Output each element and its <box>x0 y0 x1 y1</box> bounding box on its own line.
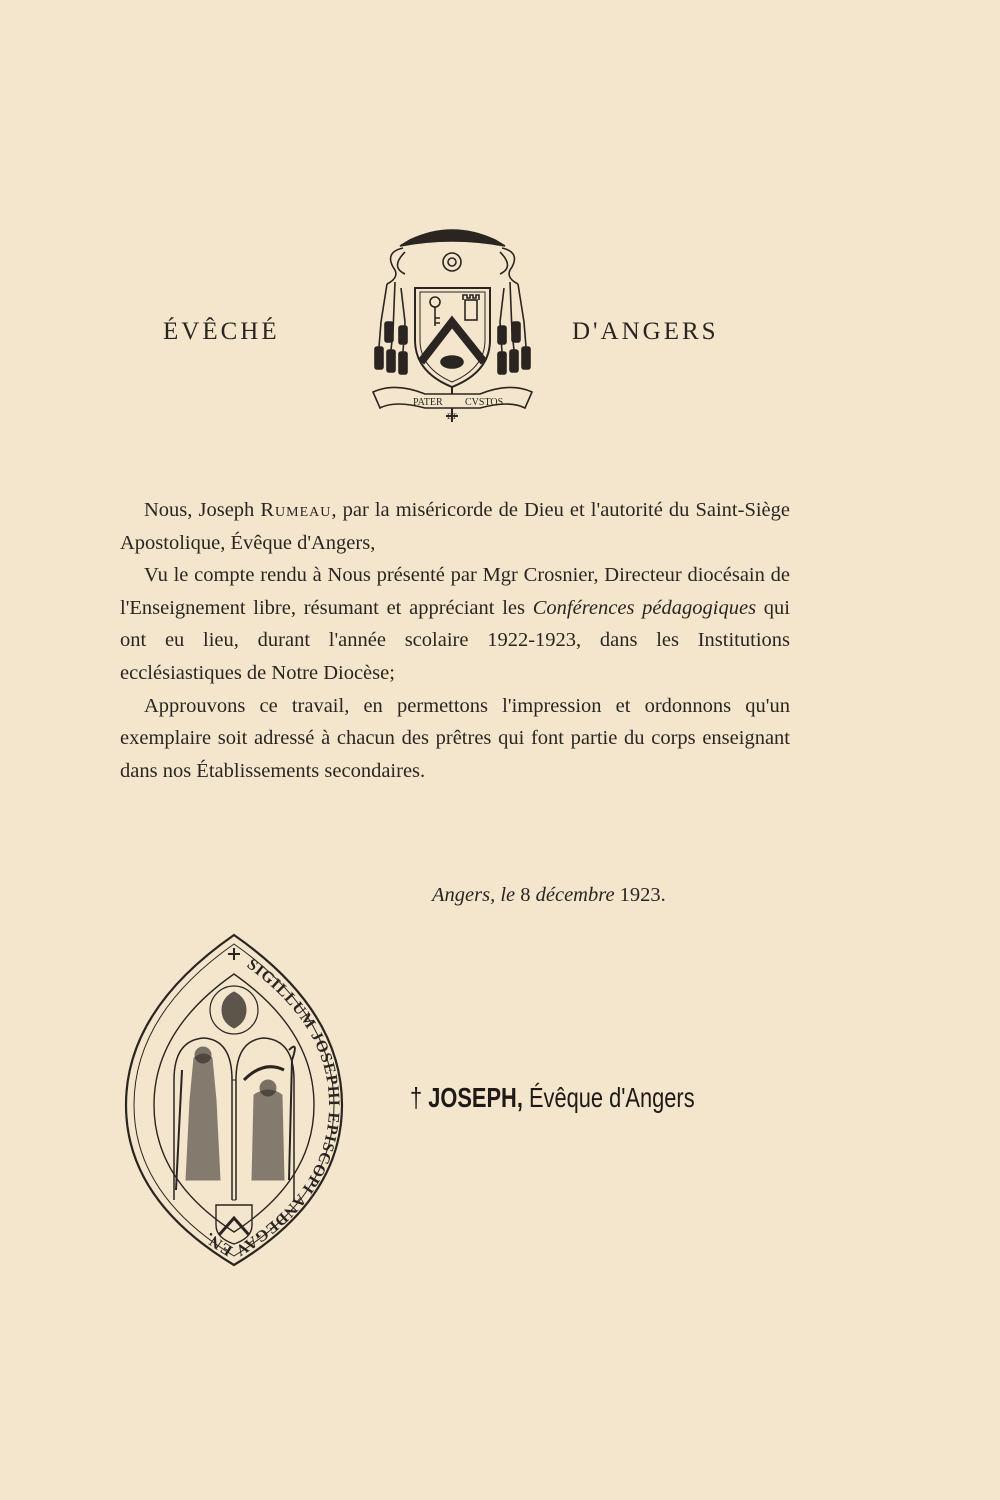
paragraph-3 <box>120 690 790 788</box>
paragraph-2 <box>120 559 790 689</box>
signature-cross: † <box>410 1082 429 1113</box>
signature <box>410 1082 695 1114</box>
date-month: décembre <box>535 884 615 906</box>
header-left: ÉVÊCHÉ <box>163 318 280 345</box>
motto-left: PATER <box>413 397 443 408</box>
p1-text-b: , par la miséricorde de Dieu et l'autorité du Saint-Siège Apostolique, Évêque d'Angers, <box>120 499 790 554</box>
date-place: Angers <box>432 884 491 906</box>
decree-text <box>120 494 790 787</box>
p3-text: Approuvons ce travail, en permettons l'impression et ordonnons qu'un exemplaire soit adressé à chacun des prêtres qui font partie du corps enseignant dans nos Établissements secondaires. <box>120 694 790 782</box>
motto-center: ET <box>447 412 457 421</box>
date-le: , le <box>490 884 516 906</box>
motto-right: CVSTOS <box>465 397 504 408</box>
p2-italic-title: Conférences pédagogiques <box>532 596 757 619</box>
signature-title: Évêque d'Angers <box>522 1082 695 1113</box>
p2-text-cont-b: qui ont eu lieu, durant l'année scolaire 1922-1923, dans les Institutions ecclésiastiques de Notre Diocèse; <box>120 596 790 684</box>
p1-text-a: Nous, Joseph <box>144 499 261 521</box>
coat-of-arms-icon <box>365 222 540 427</box>
date-year: 1923. <box>614 884 666 906</box>
p2-text-cont-a: les <box>502 596 533 619</box>
signature-name: JOSEPH, <box>428 1082 523 1113</box>
p1-surname: Rumeau <box>260 499 332 521</box>
seal-inscription: SIGILLUM JOSEPHI EPISCOPI ANDEGAVEN. <box>201 955 343 1260</box>
episcopal-seal-icon <box>124 930 344 1270</box>
p2-text: Vu le compte rendu à Nous présenté par Mgr Crosnier, Directeur diocésain de l'Enseignement libre, résumant et appréciant <box>120 564 790 619</box>
paragraph-1 <box>120 494 790 559</box>
date-line <box>432 884 666 907</box>
date-day: 8 <box>515 884 536 906</box>
header-right: D'ANGERS <box>572 318 719 345</box>
